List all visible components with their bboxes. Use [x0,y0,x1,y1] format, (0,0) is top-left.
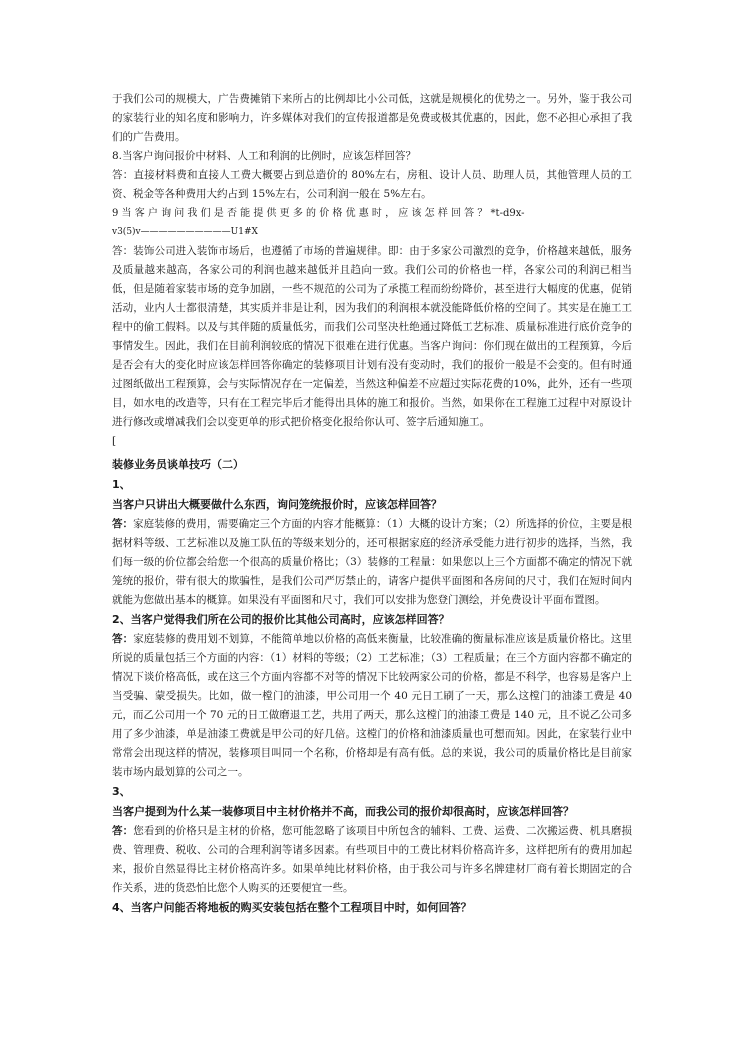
answer-2-text: 家庭装修的费用划不划算，不能简单地以价格的高低来衡量，比较准确的衡量标准应该是质量价格比。这里所说的质量包括三个方面的内容：（1）材料的等级；（2）工艺标准；（3）工程质量；在三个方面内容都不确定的情况下谈价格高低，或在这三个方面内容都不对等的情况下比较两家公司的价格，都是不科学，也容易是客户上当受骗、蒙受损失。比如，做一樘门的油漆，甲公司用一个 40 元日工刷了一天，那么这樘门的油漆工费是 40 元，而乙公司用一个 70 元的日工做磨退工艺，共用了两天，那么这樘门的油漆工费是 140 元，且不说乙公司多用了多少油漆，单是油漆工费就是甲公司的好几倍。这樘门的价格和油漆质量也可想而知。因此，在家装行业中常常会出现这样的情况，装修项目叫同一个名称，价格却是有高有低。总的来说，我公司的质量价格比是目前家装市场内最划算的公司之一。 [112,633,633,778]
answer-3 [112,822,632,898]
answer-9: 答：装饰公司进入装饰市场后，也遵循了市场的普遍规律。即：由于多家公司激烈的竞争，价格越来越低，服务及质量越来越高，各家公司的利润也越来越低并且趋向一致。我们公司的价格也一样，各家公司的利润已相当低，但是随着家装市场的竞争加剧，一些不规范的公司为了承揽工程而纷纷降价，甚至进行大幅度的优惠，促销活动，业内人士都很清楚，其实质并非是让利，因为我们的利润根本就没能降低价格的空间了。其实是在施工工程中的偷工假料。以及与其伴随的质量低劣，而我们公司坚决杜绝通过降低工艺标准、质量标准进行底价竞争的事情发生。因此，我们在目前利润较底的情况下很难在进行优惠。当客户询问：你们现在做出的工程预算，今后是否会有大的变化时应该怎样回答你确定的装修项目计划有没有变动时，我们的报价一般是不会变的。但有时通过图纸做出工程预算，会与实际情况存在一定偏差，当然这种偏差不应超过实际花费的10%，此外，还有一些项目，如水电的改造等，只有在工程完毕后才能得出具体的施工和报价。当然，如果你在工程施工过程中对原设计进行修改或增减我们会以变更单的形式把价格变化报给你认可、签字后通知施工。 [112,245,632,428]
document-page [112,90,632,918]
answer-8: 答：直接材料费和直接人工费大概要占到总造价的 80%左右，房租、设计人员、助理人员，其他管理人员的工资、税金等各种费用大约占到 15%左右，公司利润一般在 5%左右。 [112,169,632,200]
question-9-line2: v3(5)v——————————U1#X [112,227,258,237]
section-title: 装修业务员谈单技巧（二） [112,458,244,471]
item-number-1: 1、 [112,478,131,491]
answer-1 [112,515,632,610]
question-2: 2、当客户觉得我们所在公司的报价比其他公司高时，应该怎样回答？ [112,613,450,626]
bracket-mark: [ [112,435,117,447]
question-4: 4、当客户问能否将地板的购买安装包括在整个工程项目中时，如何回答？ [112,901,472,914]
intro-paragraph: 于我们公司的规模大，广告费摊销下来所占的比例却比小公司低，这就是规模化的优势之一。另外，鉴于我公司的家装行业的知名度和影响力，许多媒体对我们的宣传报道都是免费或极其优惠的，因此，您不必担心承担了我们的广告费用。 [112,93,632,143]
answer-label: 答： [112,825,134,837]
question-1: 当客户只讲出大概要做什么东西，询问笼统报价时，应该怎样回答？ [112,498,442,511]
question-3: 当客户提到为什么某一装修项目中主材价格并不高，而我公司的报价却很高时，应该怎样回答？ [112,805,574,818]
answer-1-text: 家庭装修的费用，需要确定三个方面的内容才能概算：（1）大概的设计方案；（2）所选择的价位，主要是根据材料等级、工艺标准以及施工队伍的等级来划分的，还可根据家庭的经济承受能力进行初步的选择，当然，我们每一级的价位都会给您一个很高的质量价格比；（3）装修的工程量：如果您以上三个方面都不确定的情况下就笼统的报价，带有很大的欺骗性，是我们公司严厉禁止的，请客户提供平面图和各房间的尺寸，我们在短时间内就能为您做出基本的概算。如果没有平面图和尺寸，我们可以安排为您登门测绘，并免费设计平面布置图。 [112,518,633,606]
question-8: 8.当客户询问报价中材料、人工和利润的比例时，应该怎样回答？ [112,150,417,162]
answer-2 [112,630,632,782]
answer-label: 答： [112,633,134,645]
answer-label: 答： [112,518,134,530]
answer-3-text: 您看到的价格只是主材的价格，您可能忽略了该项目中所包含的辅料、工费、运费、二次搬运费、机具磨损费、管理费、税收、公司的合理利润等诸多因素。有些项目中的工费比材料价格高许多，这样把所有的费用加起来，报价自然显得比主材价格高许多。如果单纯比材料价格，由于我公司与许多名牌建材厂商有着长期固定的合作关系，进的货恐怕比您个人购买的还要便宜一些。 [112,825,633,894]
item-number-3: 3、 [112,785,131,798]
question-9-line1: 9 当 客 户 询 问 我 们 是 否 能 提 供 更 多 的 价 格 优 惠 时 ， 应 该 怎 样 回 答 ？ *t-d9x- [112,208,525,219]
